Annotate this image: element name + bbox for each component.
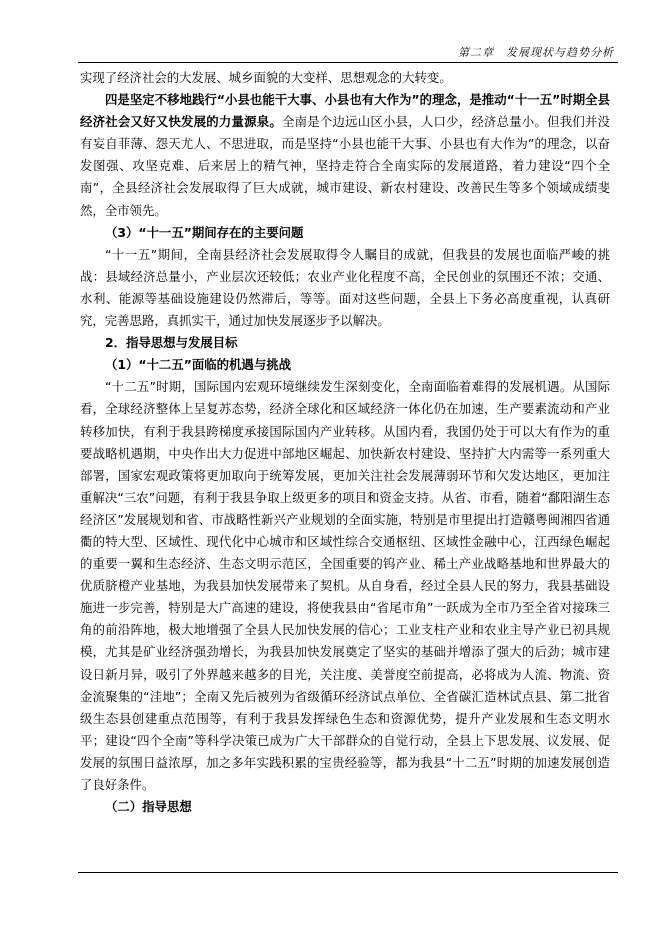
chapter-title: 第二章 发展现状与趋势分析: [458, 46, 614, 59]
paragraph-achievement-summary: 实现了经济社会的大发展、城乡面貌的大变样、思想观念的大转变。: [80, 70, 452, 85]
footer-divider: [78, 872, 618, 873]
heading-main-problems: （3）“十一五”期间存在的主要问题: [105, 224, 304, 240]
heading-opportunities-and-challenges: （1）“十二五”面临的机遇与挑战: [105, 357, 291, 373]
fourth-point-body: 全南是个边远山区小县，人口少，经济总量小。但我们并没有妄自菲薄、怨天尤人、不思进取，而是坚持“小县也能干大事、小县也有大作为”的理念，以奋发图强、攻坚克难、后来居上的精气神，坚持走符合全南实际的发展道路，着力建设“四个全南”，全县经济社会发展取得了巨大成就，城市建设、新农村建设、改善民生等多个领域成绩斐然，全市领先。: [80, 114, 611, 218]
paragraph-fourth-point: [80, 89, 610, 222]
body-text: [80, 67, 610, 818]
page-header: [78, 42, 618, 63]
paragraph-problems: “十一五”期间，全南县经济社会发展取得令人瞩目的成就，但我县的发展也面临严峻的挑战：县域经济总量小，产业层次还较低；农业产业化程度不高，全民创业的氛围还不浓；交通、水利、能源等基础设施建设仍然滞后，等等。面对这些问题，全县上下务必高度重视，认真研究，完善思路，真抓实干，通过加快发展逐步予以解决。: [80, 246, 610, 329]
heading-guiding-ideology: （二）指导思想: [105, 799, 192, 815]
fourth-point-heading: 四是坚定不移地践行“小县也能干大事、小县也有大作为”的理念，是推动“十一五”时期全县经济社会又好又快发展的力量源泉。: [80, 92, 610, 130]
heading-guiding-ideology-and-goals: 2．指导思想与发展目标: [105, 335, 238, 351]
paragraph-opportunities: “十二五”时期，国际国内宏观环境继续发生深刻变化，全南面临着难得的发展机遇。从国际看，全球经济整体上呈复苏态势，经济全球化和区域经济一体化仍在加速，生产要素流动和产业转移加快，有利于我县跨梯度承接国际国内产业转移。从国内看，我国仍处于可以大有作为的重要战略机遇期，中央作出大力促进中部地区崛起、加快新农村建设、坚持扩大内需等一系列重大部署，国家宏观政策将更加取向于统筹发展，更加关注社会发展薄弱环节和欠发达地区，更加注重解决“三农”问题，有利于我县争取上级更多的项目和资金支持。从省、市看，随着“鄱阳湖生态经济区”发展规划和省、市战略性新兴产业规划的全面实施，特别是市里提出打造赣粤闽湘四省通衢的特大型、区域性、现代化中心城市和区域性综合交通枢纽、区域性金融中心，江西绿色崛起的重要一翼和生态经济、生态文明示范区，全国重要的钨产业、稀土产业战略基地和世界最大的优质脐橙产业基地，为我县加快发展带来了契机。从自身看，经过全县人民的努力，我县基础设施进一步完善，特别是大广高速的建设，将使我县由“省尾市角”一跃成为全市乃至全省对接珠三角的前沿阵地，极大地增强了全县人民加快发展的信心；工业支柱产业和农业主导产业已初具规模，尤其是矿业经济强劲增长，为我县加快发展奠定了坚实的基础并增添了强大的后劲；城市建设日新月异，吸引了外界越来越多的目光，关注度、美誉度空前提高，必将成为人流、物流、资金流聚集的“洼地”；全南又先后被列为省级循环经济试点单位、全省碳汇造林试点县、第二批省级生态县创建重点范围等，有利于我县发挥绿色生态和资源优势，提升产业发展和生态文明水平；建设“四个全南”等科学决策已成为广大干部群众的自觉行动，全县上下思发展、议发展、促发展的氛围日益浓厚，加之多年实践积累的宝贵经验等，都为我县“十二五”时期的加速发展创造了良好条件。: [80, 379, 610, 792]
